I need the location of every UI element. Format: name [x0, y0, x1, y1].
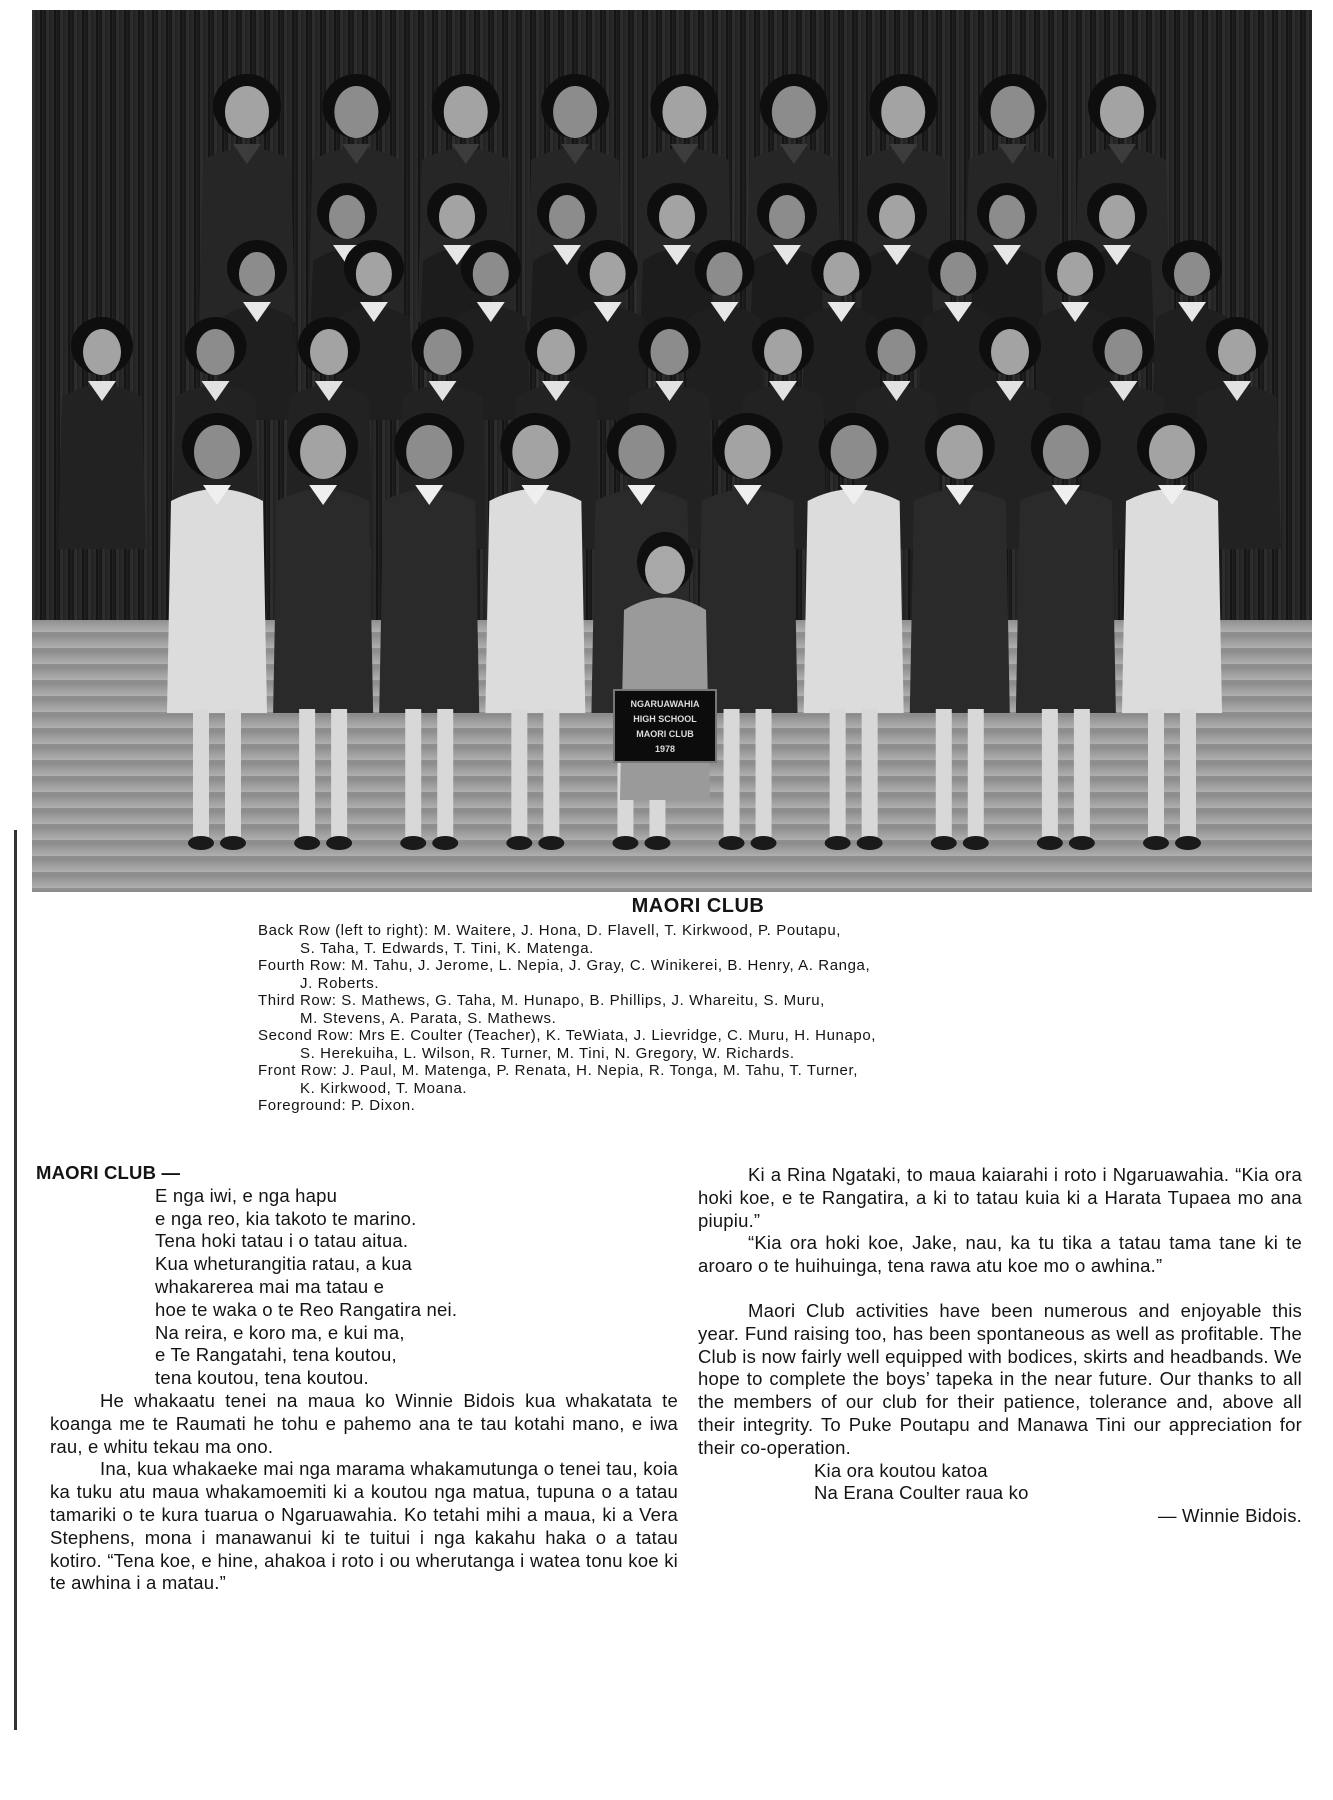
caption-line: Foreground: P. Dixon.: [258, 1097, 416, 1114]
club-sign: [614, 690, 716, 762]
sign-line-1: NGARUAWAHIA: [630, 699, 700, 709]
group-photo-illustration: [32, 10, 1312, 892]
caption-line: Front Row: J. Paul, M. Matenga, P. Renata, H. Nepia, R. Tonga, M. Tahu, T. Turner,: [258, 1062, 859, 1079]
poem-line: e nga reo, kia takoto te marino.: [155, 1207, 417, 1229]
signoff-line: Kia ora koutou katoa: [814, 1459, 988, 1481]
sign-line-3: MAORI CLUB: [636, 729, 694, 739]
caption-line: Back Row (left to right): M. Waitere, J. Hona, D. Flavell, T. Kirkwood, P. Poutapu,: [258, 922, 842, 939]
paragraph: Ina, kua whakaeke mai nga marama whakamutunga o tenei tau, koia ka tuku atu maua whakamoemiti ki a koutou nga matua, tupuna o a tatau tamariki o te kura tuarua o Ngaruawahia. Ko tetahi mihi a maua, ki a Vera Stephens, mona i manawanui ki te tuitui i nga kakahu haka o a tatau kotiro. “Tena koe, e hine, ahakoa i roto i ou wherutanga i watea tonu koe ki te awhina i a matau.”: [50, 1458, 678, 1594]
caption-line: S. Taha, T. Edwards, T. Tini, K. Matenga.: [300, 939, 594, 957]
caption-line: J. Roberts.: [300, 974, 380, 992]
caption-line: S. Herekuiha, L. Wilson, R. Turner, M. Tini, N. Gregory, W. Richards.: [300, 1044, 795, 1062]
article-left-column: [36, 1162, 678, 1595]
poem-line: e Te Rangatahi, tena koutou,: [155, 1344, 397, 1366]
article-heading: MAORI CLUB —: [36, 1162, 181, 1183]
photo-caption: [258, 895, 1138, 1115]
poem-line: hoe te waka o te Reo Rangatira nei.: [155, 1298, 458, 1320]
paragraph: “Kia ora hoki koe, Jake, nau, ka tu tika a tatau tama tane ki te aroaro o te huihuinga, tena rawa atu koe mo o awhina.”: [698, 1232, 1302, 1277]
poem-line: whakarerea mai ma tatau e: [155, 1275, 385, 1297]
caption-line: Fourth Row: M. Tahu, J. Jerome, L. Nepia, J. Gray, C. Winikerei, B. Henry, A. Ranga,: [258, 957, 871, 974]
paragraph: Ki a Rina Ngataki, to maua kaiarahi i roto i Ngaruawahia. “Kia ora hoki koe, e te Rangatira, a ki to tatau kuia ki a Harata Tupaea mo ana piupiu.”: [698, 1164, 1302, 1231]
paragraph: He whakaatu tenei na maua ko Winnie Bidois kua whakatata te koanga me te Raumati he tohu e pahemo ana te tau kotahi mano, e iwa rau, e whitu tekau ma ono.: [50, 1389, 678, 1457]
caption-line: M. Stevens, A. Parata, S. Mathews.: [300, 1009, 557, 1027]
page-binding-edge: [14, 830, 17, 1730]
poem-line: tena koutou, tena koutou.: [155, 1367, 369, 1389]
caption-line: K. Kirkwood, T. Moana.: [300, 1079, 468, 1097]
caption-line: Third Row: S. Mathews, G. Taha, M. Hunapo, B. Phillips, J. Whareitu, S. Muru,: [258, 992, 825, 1009]
sign-line-4: 1978: [654, 744, 676, 754]
sign-line-2: HIGH SCHOOL: [633, 714, 697, 724]
poem-line: Kua wheturangitia ratau, a kua: [155, 1253, 412, 1275]
caption-line: Second Row: Mrs E. Coulter (Teacher), K. TeWiata, J. Lievridge, C. Muru, H. Hunapo,: [258, 1027, 877, 1044]
signoff-line: Na Erana Coulter raua ko: [814, 1482, 1029, 1504]
poem-line: Na reira, e koro ma, e kui ma,: [155, 1321, 405, 1343]
signature: — Winnie Bidois.: [1157, 1505, 1302, 1527]
caption-title: MAORI CLUB: [631, 895, 765, 917]
poem-line: Tena hoki tatau i o tatau aitua.: [155, 1230, 409, 1252]
article-right-column: [698, 1164, 1302, 1528]
group-photo: [32, 10, 1312, 892]
paragraph: Maori Club activities have been numerous and enjoyable this year. Fund raising too, has been spontaneous as well as profitable. The Club is now fairly well equipped with bodices, skirts and headbands. We hope to complete the boys’ tapeka in the near future. Our thanks to all the members of our club for their patience, tolerance and, above all their integrity. To Puke Poutapu and Manawa Tini our appreciation for their co-operation.: [698, 1299, 1302, 1458]
poem-line: E nga iwi, e nga hapu: [155, 1184, 338, 1206]
